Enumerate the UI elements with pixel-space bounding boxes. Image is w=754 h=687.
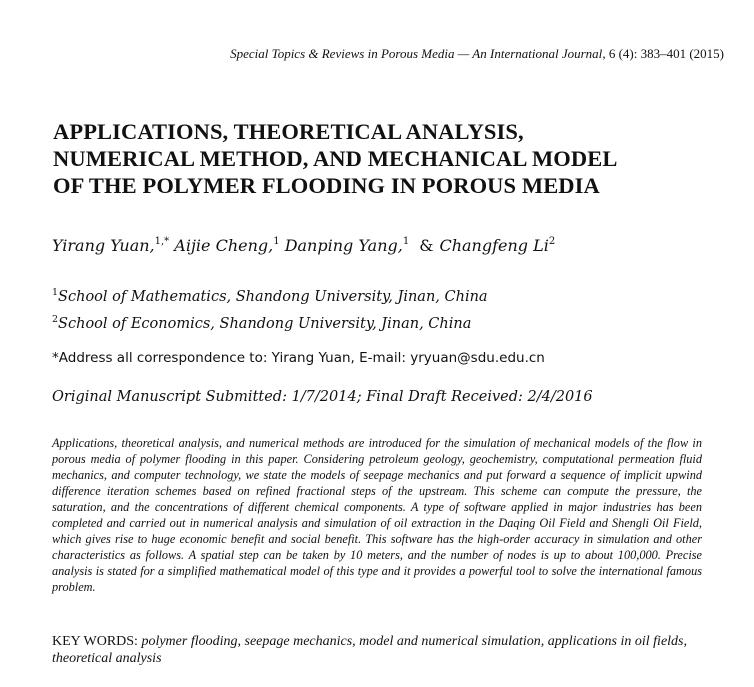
affiliation-text: School of Mathematics, Shandong University, Jinan, China [58,289,488,305]
journal-name: Special Topics & Reviews in Porous Media — An International Journal [230,46,603,61]
author-name: Aijie Cheng,$^1$ [174,236,280,255]
author-affiliation-mark: 2 [548,236,556,247]
keywords-label: KEY WORDS: [52,634,138,649]
author-separator: & [419,236,434,255]
affiliation-mark: 1 [52,287,59,298]
author-affiliation-mark: 1 [273,236,280,247]
affiliation [52,289,488,305]
author-name: Changfeng Li$^2$ [439,236,556,255]
paper-title [53,118,733,199]
title-line-2: NUMERICAL METHOD, AND MECHANICAL MODEL [53,146,618,171]
affiliation [52,316,471,332]
keywords [52,633,712,667]
journal-header [230,46,724,62]
author-list [52,236,555,255]
author-affiliation-mark: 1,* [154,236,170,247]
abstract: Applications, theoretical analysis, and numerical methods are introduced for the simulation of mechanical models of the flow in porous media of polymer flooding in this paper. Considering petroleum geology, geochemistry, computational permeation fluid mechanics, and computer technology, we state the models of seepage mechanics and put forward a sequence of implicit upwind difference iteration schemes based on refined fractional steps of the upstream. This scheme can compute the pressure, the saturation, and the concentrations of different chemical components. A type of software applied in major industries has been completed and carried out in numerical analysis and simulation of oil extraction in the Daqing Oil Field and Shengli Oil Field, which gives rise to huge economic benefit and social benefit. This software has the high-order accuracy in simulation and other characteristics as follows. A spatial step can be taken by 10 meters, and the number of nodes is up to about 100,000. Precise analysis is stated for a simplified mathematical model of this type and it provides a powerful tool to solve the international famous problem. [52,436,702,594]
manuscript-dates: Original Manuscript Submitted: 1/7/2014; Final Draft Received: 2/4/2016 [52,389,593,405]
affiliation-mark: 2 [52,314,59,325]
affiliation-text: School of Economics, Shandong University, Jinan, China [58,316,472,332]
author-affiliation-mark: 1 [402,236,410,247]
title-line-3: OF THE POLYMER FLOODING IN POROUS MEDIA [53,173,600,198]
journal-volume: , 6 (4): 383–401 (2015) [602,46,724,61]
correspondence-address: *Address all correspondence to: Yirang Yuan, E-mail: yryuan@sdu.edu.cn [52,350,545,366]
author-name: Yirang Yuan,$^{1,*}$ [52,236,170,255]
title-line-1: APPLICATIONS, THEORETICAL ANALYSIS, [53,119,524,144]
keywords-text: polymer flooding, seepage mechanics, model and numerical simulation, applications in oil fields, theoretical analysis [52,634,687,666]
author-name: Danping Yang,$^1$ [284,236,410,255]
